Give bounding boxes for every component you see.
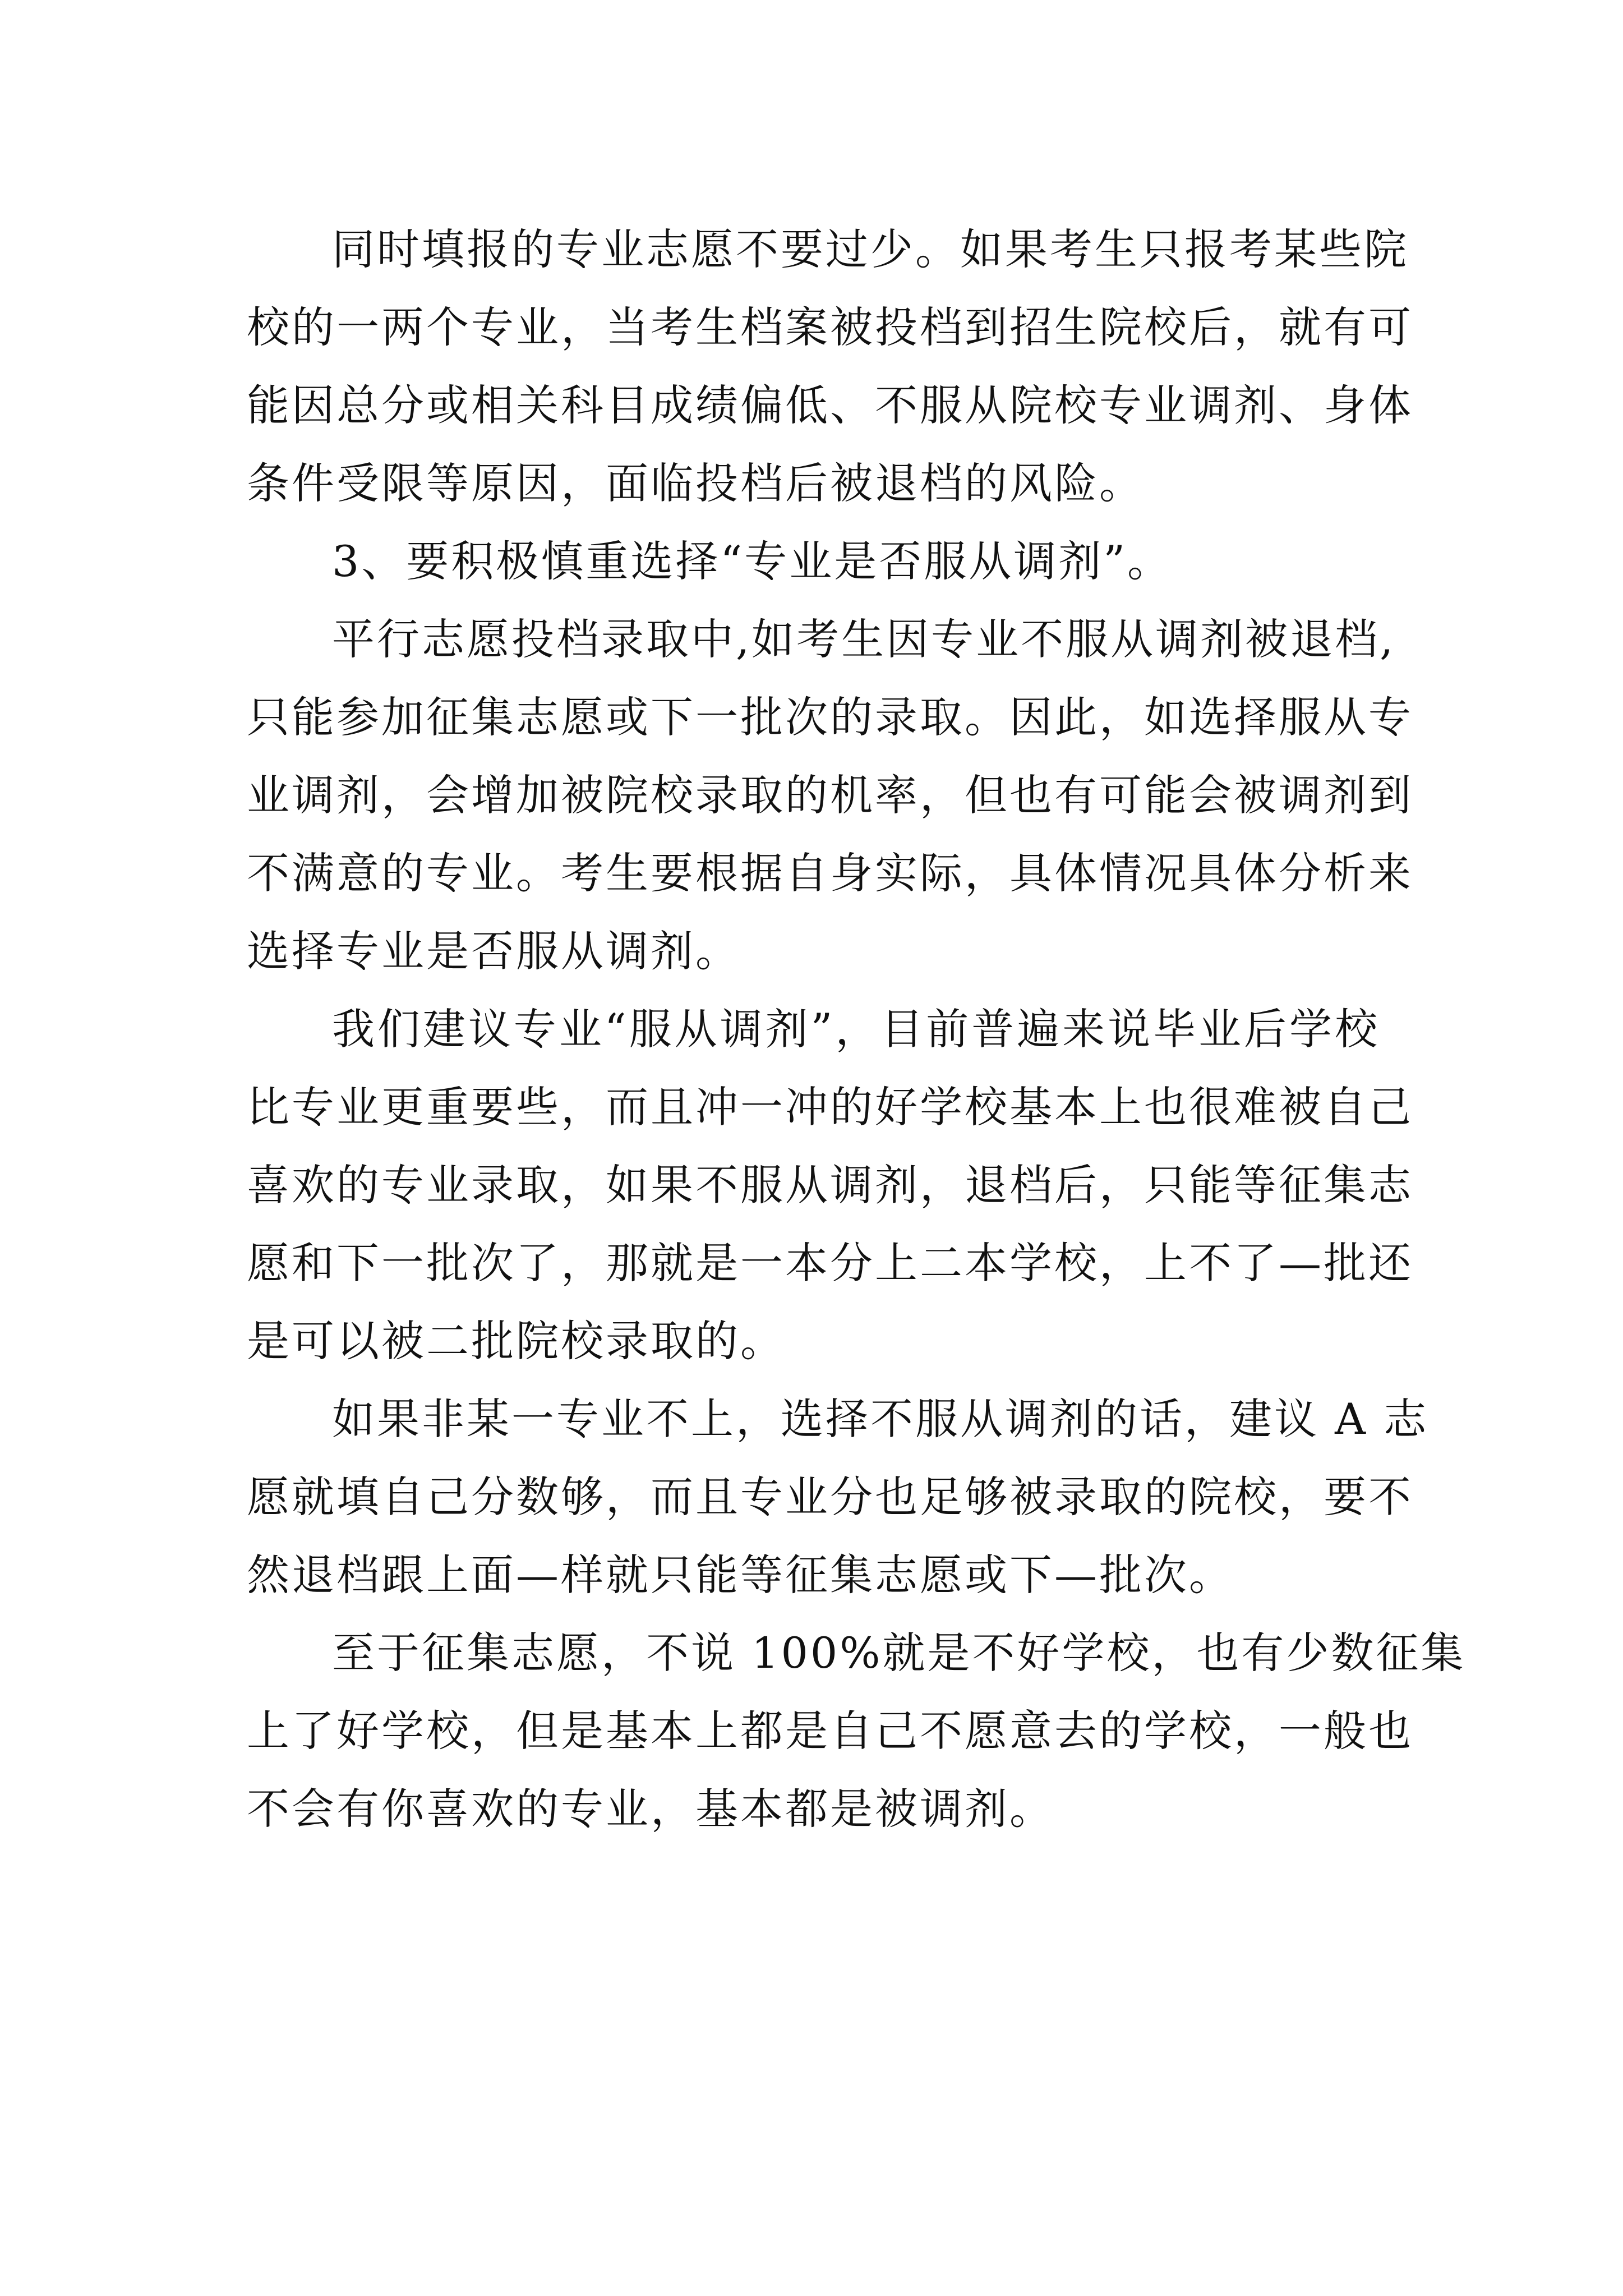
- text-line: 能因总分或相关科目成绩偏低、不服从院校专业调剂、身体: [247, 380, 1413, 430]
- text-line: 3、要积极慎重选择“专业是否服从调剂”。: [332, 536, 1173, 586]
- text-line: 上了好学校，但是基本上都是自己不愿意去的学校，一般也: [247, 1706, 1413, 1756]
- text-line: 愿就填自己分数够，而且专业分也足够被录取的院校，要不: [247, 1472, 1413, 1522]
- text-line: 校的一两个专业，当考生档案被投档到招生院校后，就有可: [247, 302, 1413, 352]
- text-line: 然退档跟上面—样就只能等征集志愿或下—批次。: [247, 1550, 1234, 1600]
- body-text: [247, 210, 1466, 1848]
- text-line: 喜欢的专业录取，如果不服从调剂，退档后，只能等征集志: [247, 1160, 1413, 1210]
- text-line: 平行志愿投档录取中,如考生因专业不服从调剂被退档,: [332, 614, 1396, 664]
- text-line: 愿和下一批次了，那就是一本分上二本学校，上不了—批还: [247, 1238, 1413, 1288]
- text-line: 条件受限等原因，面临投档后被退档的风险。: [247, 458, 1144, 508]
- text-line: 是可以被二批院校录取的。: [247, 1316, 785, 1366]
- text-line: 我们建议专业“服从调剂”，目前普遍来说毕业后学校: [332, 1004, 1380, 1054]
- text-line: 如果非某一专业不上，选择不服从调剂的话，建议 A 志: [332, 1394, 1429, 1444]
- text-line: 不满意的专业。考生要根据自身实际，具体情况具体分析来: [247, 848, 1413, 898]
- text-line: 业调剂，会增加被院校录取的机率，但也有可能会被调剂到: [247, 770, 1413, 820]
- text-line: 至于征集志愿，不说 100%就是不好学校，也有少数征集: [332, 1628, 1466, 1678]
- text-line: 只能参加征集志愿或下一批次的录取。因此，如选择服从专: [247, 692, 1413, 742]
- text-line: 同时填报的专业志愿不要过少。如果考生只报考某些院: [332, 224, 1409, 274]
- text-line: 不会有你喜欢的专业，基本都是被调剂。: [247, 1784, 1054, 1834]
- text-line: 选择专业是否服从调剂。: [247, 926, 740, 976]
- text-line: 比专业更重要些，而且冲一冲的好学校基本上也很难被自己: [247, 1082, 1413, 1132]
